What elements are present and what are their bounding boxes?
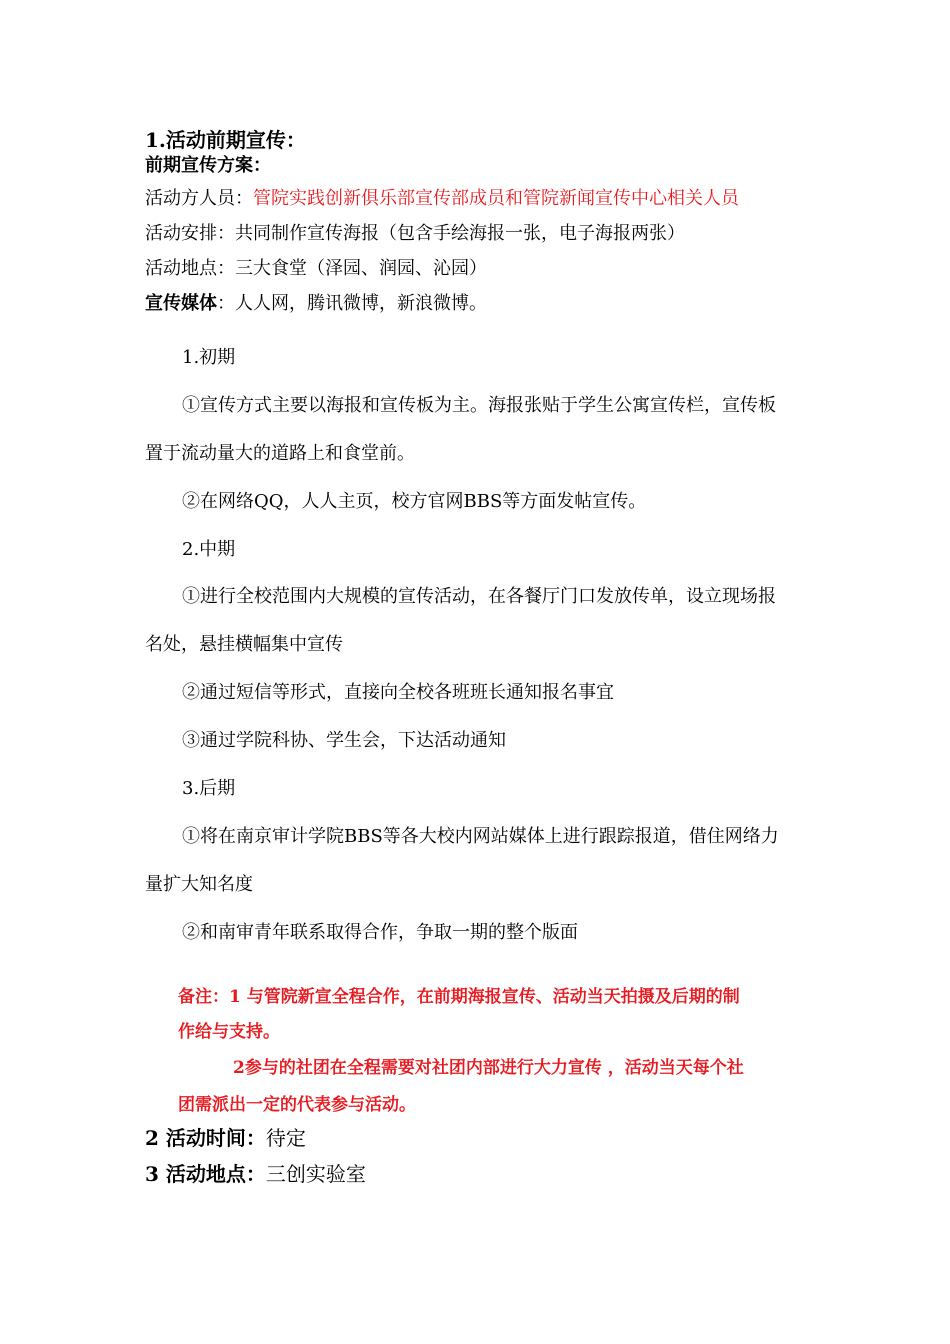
section1-subtitle: 前期宣传方案： <box>145 155 271 176</box>
note-line3: 2参与的社团在全程需要对社团内部进行大力宣传 ，活动当天每个社 <box>233 1058 744 1078</box>
staff-value: 管院实践创新俱乐部宣传部成员和管院新闻宣传中心相关人员 <box>253 188 739 209</box>
arrangement-row <box>145 219 685 245</box>
late-item1-line2: 量扩大知名度 <box>145 874 253 895</box>
section3-row <box>145 1158 366 1187</box>
early-item1-line2: 置于流动量大的道路上和食堂前。 <box>145 443 415 464</box>
staff-row <box>145 184 739 210</box>
middle-item1-line1: ①进行全校范围内大规模的宣传活动，在各餐厅门口发放传单，设立现场报 <box>182 586 776 607</box>
media-value: ：人人网，腾讯微博，新浪微博。 <box>217 293 487 314</box>
location-label: 活动地点： <box>145 258 235 279</box>
middle-item2: ②通过短信等形式，直接向全校各班班长通知报名事宜 <box>182 682 614 703</box>
staff-label: 活动方人员： <box>145 188 253 209</box>
location-value: 三大食堂（泽园、润园、沁园） <box>235 258 487 279</box>
section2-row <box>145 1122 306 1151</box>
location-row <box>145 254 487 280</box>
arrangement-label: 活动安排： <box>145 223 235 244</box>
early-phase-title: 1.初期 <box>182 347 236 368</box>
media-label: 宣传媒体 <box>145 293 217 314</box>
section2-value: 待定 <box>265 1126 306 1150</box>
late-item2: ②和南审青年联系取得合作，争取一期的整个版面 <box>182 922 578 943</box>
media-row <box>145 289 487 315</box>
late-phase-title: 3.后期 <box>182 778 236 799</box>
middle-item1-line2: 名处，悬挂横幅集中宣传 <box>145 634 343 655</box>
section3-value: 三创实验室 <box>265 1162 366 1186</box>
early-item2: ②在网络QQ，人人主页，校方官网BBS等方面发帖宣传。 <box>182 491 647 512</box>
middle-item3: ③通过学院科协、学生会，下达活动通知 <box>182 730 506 751</box>
early-item1-line1: ①宣传方式主要以海报和宣传板为主。海报张贴于学生公寓宣传栏，宣传板 <box>182 395 776 416</box>
note-line2: 作给与支持。 <box>178 1022 280 1042</box>
section2-label: 2 活动时间： <box>145 1126 266 1150</box>
middle-phase-title: 2.中期 <box>182 539 236 560</box>
arrangement-value: 共同制作宣传海报（包含手绘海报一张，电子海报两张） <box>235 223 685 244</box>
note-line4: 团需派出一定的代表参与活动。 <box>178 1095 416 1115</box>
late-item1-line1: ①将在南京审计学院BBS等各大校内网站媒体上进行跟踪报道，借住网络力 <box>182 826 779 847</box>
note-line1: 备注：1 与管院新宣全程合作，在前期海报宣传、活动当天拍摄及后期的制 <box>178 987 740 1007</box>
section3-label: 3 活动地点： <box>145 1162 266 1186</box>
section1-title: 1.活动前期宣传： <box>145 128 306 152</box>
